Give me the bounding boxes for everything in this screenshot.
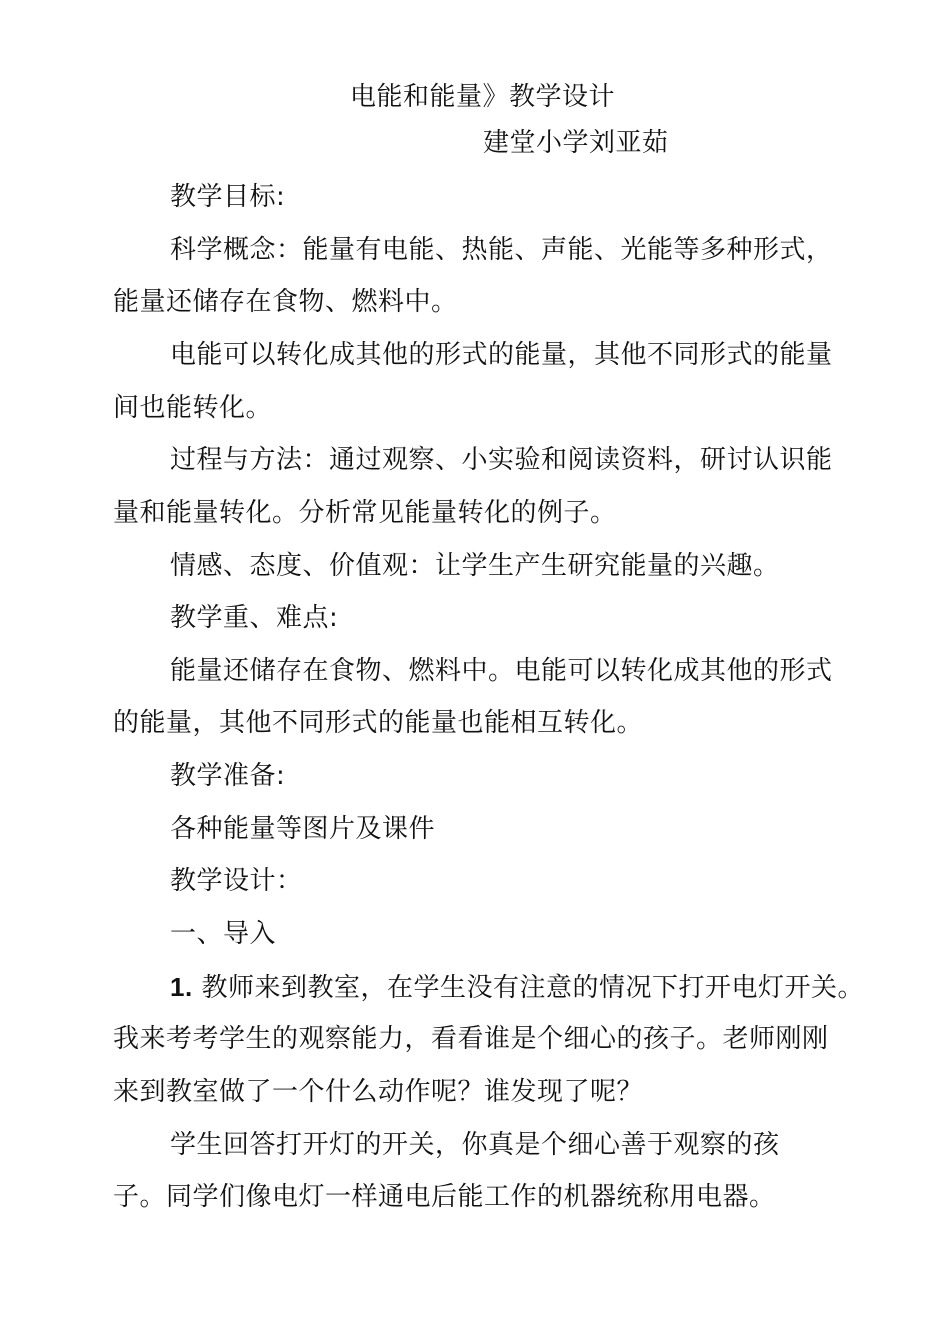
section-1-heading: 一、导入 xyxy=(170,919,277,949)
conversion-line-1: 电能可以转化成其他的形式的能量，其他不同形式的能量 xyxy=(170,340,833,370)
preparation-text: 各种能量等图片及课件 xyxy=(170,814,436,844)
conversion-line-2: 间也能转化。 xyxy=(113,393,273,423)
key-points-line-1: 能量还储存在食物、燃料中。电能可以转化成其他的形式 xyxy=(170,656,833,686)
step-1-line-2: 我来考考学生的观察能力，看看谁是个细心的孩子。老师刚刚 xyxy=(113,1024,829,1054)
author-line: 建堂小学刘亚茹 xyxy=(483,128,669,158)
step-1-number: 1. xyxy=(170,972,193,1002)
document-title: 电能和能量》教学设计 xyxy=(350,82,616,112)
emotion-line: 情感、态度、价值观：让学生产生研究能量的兴趣。 xyxy=(170,551,780,581)
answer-line-1: 学生回答打开灯的开关，你真是个细心善于观察的孩 xyxy=(170,1130,780,1160)
step-1-line-1 xyxy=(170,970,864,1005)
answer-line-2: 子。同学们像电灯一样通电后能工作的机器统称用电器。 xyxy=(113,1182,776,1212)
process-line-2: 量和能量转化。分析常见能量转化的例子。 xyxy=(113,498,617,528)
preparation-heading: 教学准备: xyxy=(170,761,286,791)
design-heading: 教学设计： xyxy=(170,866,303,896)
step-1-text: 教师来到教室，在学生没有注意的情况下打开电灯开关。 xyxy=(192,973,864,1003)
key-points-heading: 教学重、难点: xyxy=(170,603,339,633)
process-line-1: 过程与方法：通过观察、小实验和阅读资料，研讨认识能 xyxy=(170,445,833,475)
science-concept-line-2: 能量还储存在食物、燃料中。 xyxy=(113,287,458,317)
objectives-heading: 教学目标: xyxy=(170,182,286,212)
step-1-line-3: 来到教室做了一个什么动作呢？谁发现了呢？ xyxy=(113,1077,644,1107)
science-concept-line-1: 科学概念：能量有电能、热能、声能、光能等多种形式， xyxy=(170,235,833,265)
key-points-line-2: 的能量，其他不同形式的能量也能相互转化。 xyxy=(113,708,644,738)
